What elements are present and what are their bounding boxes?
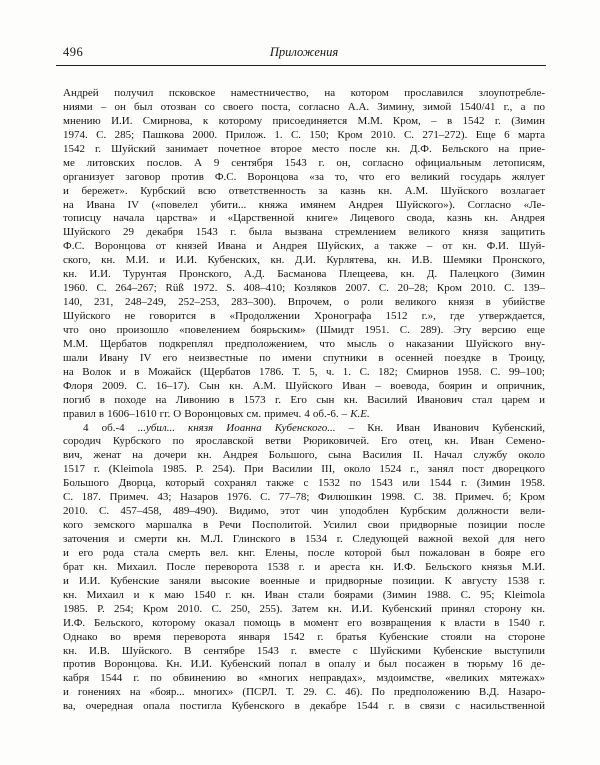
regular-text: и гонениях на «бояр... многих» (ПСРЛ. Т. 29. С. 46). По предположению В.Д. Назаро- bbox=[63, 686, 545, 699]
regular-text: 140, 231, 248–249, 252–253, 283–300). Впрочем, о роли великого князя в убийстве bbox=[63, 296, 545, 309]
regular-text: кн. И.И. Турунтая Пронского, А.Д. Басманова Плещеева, кн. Д. Палецкого (Зимин bbox=[63, 268, 545, 281]
regular-text: организует заговор против Ф.С. Воронцова «за то, что его великий государь жялует bbox=[63, 170, 545, 183]
text-line bbox=[63, 310, 545, 324]
regular-text: Однако во время переворота января 1542 г. братья Кубенские стояли на стороне bbox=[63, 630, 545, 643]
regular-text: 1985. P. 254; Кром 2010. С. 250, 255). Затем кн. И.И. Кубенский принял сторону кн. bbox=[63, 602, 545, 615]
regular-text: 4 об.-4 bbox=[83, 421, 138, 434]
text-line bbox=[63, 282, 545, 296]
regular-text: сородич Курбского по ярославской ветви Рюриковичей. Его отец, кн. Иван Семено- bbox=[63, 435, 545, 448]
running-title: Приложения bbox=[269, 45, 339, 59]
text-line bbox=[63, 408, 545, 422]
text-line bbox=[63, 603, 545, 617]
regular-text: погиб в походе на Ливонию в 1573 г. Его сын кн. Василий Иванович стал царем и bbox=[63, 393, 545, 406]
regular-text: ва, очередная опала постигла Кубенского в декабре 1544 г. в связи с насильственной bbox=[63, 700, 545, 713]
text-line bbox=[63, 129, 545, 143]
regular-text: 1960. С. 264–267; Rüß 1972. S. 408–410; Козляков 2007. С. 20–28; Кром 2010. С. 139– bbox=[63, 282, 545, 295]
text-line bbox=[63, 491, 545, 505]
regular-text: шали Ивану IV его неизвестные по имени спутники в осенней поездке в Троицу, bbox=[63, 351, 545, 364]
text-line bbox=[63, 686, 545, 700]
text-line bbox=[63, 477, 545, 491]
header-rule bbox=[56, 65, 546, 66]
regular-text: Шуйского 29 декабря 1543 г. была вызвана стремлением великого князя защитить bbox=[63, 226, 545, 239]
text-line bbox=[63, 171, 545, 185]
text-line bbox=[63, 240, 545, 254]
text-line bbox=[63, 435, 545, 449]
text-line bbox=[63, 449, 545, 463]
regular-text: вич, женат на дочери кн. Андрея Большого, сына Василия II. Начал службу около bbox=[63, 449, 545, 462]
text-line bbox=[63, 226, 545, 240]
regular-text: Флоря 2009. С. 16–17). Сын кн. А.М. Шуйского Иван – воевода, боярин и опричник, bbox=[63, 379, 545, 392]
text-line bbox=[63, 617, 545, 631]
regular-text: 2010. С. 457–458, 489–490). Видимо, этот чин уподоблен Курбским должности вели- bbox=[63, 505, 545, 518]
regular-text: кого земского маршалка в Речи Посполитой. Усилил свои придворные позиции после bbox=[63, 519, 545, 532]
regular-text: ниями – он был отозван со своего поста, согласно А.А. Зимину, зимой 1540/41 г., а по bbox=[63, 100, 545, 113]
regular-text: И.Ф. Бельского, которому оказал помощь в момент его возвращения к власти в 1540 г. bbox=[63, 616, 545, 629]
text-line bbox=[63, 700, 545, 714]
regular-text: кабря 1544 г. по обвинению во «многих неправдах», мздоимстве, «великих мятежах» bbox=[63, 672, 545, 685]
regular-text: и его рода стала смерть вел. кнг. Елены, после которой был пожалован в бояре его bbox=[63, 546, 545, 559]
text-line bbox=[63, 366, 545, 380]
text-line bbox=[63, 631, 545, 645]
regular-text: кн. Михаил и к маю 1540 г. кн. Иван стали боярами (Зимин 1988. С. 95; Kleimola bbox=[63, 588, 545, 601]
regular-text: тописцу начала царства» и «Царственной книге» Лицевого свода, казнь кн. Андрея bbox=[63, 212, 545, 225]
regular-text: правил в 1606–1610 гг. О Воронцовых см. примеч. 4 об.-6. – bbox=[63, 407, 351, 420]
regular-text: 1974. С. 285; Пашкова 2000. Прилож. 1. С. 150; Кром 2010. С. 271–272). Еще 6 марта bbox=[63, 128, 545, 141]
text-line bbox=[63, 658, 545, 672]
text-line bbox=[63, 212, 545, 226]
text-line bbox=[63, 561, 545, 575]
italic-text: К.Е. bbox=[350, 407, 370, 420]
regular-text: С. 187. Примеч. 43; Назаров 1976. С. 77–78; Филюшкин 1998. С. 38. Примеч. б; Кром bbox=[63, 491, 545, 504]
page-header bbox=[63, 45, 545, 61]
text-line bbox=[63, 505, 545, 519]
body-text bbox=[63, 87, 545, 714]
regular-text: Андрей получил псковское наместничество, на котором прославился злоупотребле- bbox=[63, 87, 545, 99]
regular-text: – Кн. Иван Иванович Кубенский, bbox=[348, 421, 545, 434]
text-line bbox=[63, 380, 545, 394]
text-line bbox=[63, 422, 545, 436]
regular-text: на Ивана IV («повелел убити... княжа имянем Андрея Шуйского»). Согласно «Ле- bbox=[63, 198, 545, 211]
regular-text: заточения и смерти кн. М.Л. Глинского в 1534 г. Следующей важной вехой для него bbox=[63, 533, 545, 545]
regular-text: ского, кн. М.И. и И.И. Кубенских, кн. Д.И. Курлятева, кн. И.В. Шемяки Пронского, bbox=[63, 254, 545, 267]
page-number: 496 bbox=[63, 45, 84, 59]
text-line bbox=[63, 101, 545, 115]
regular-text: М.М. Щербатов подкреплял предположением, что мысль о наказании Шуйского вну- bbox=[63, 337, 545, 350]
regular-text: Большого Дворца, который сохранял также с 1532 по 1543 или 1544 г. (Зимин 1958. bbox=[63, 477, 545, 490]
text-line bbox=[63, 547, 545, 561]
regular-text: ме литовских послов. А 9 сентября 1543 г. он, согласно официальным летописям, bbox=[63, 156, 545, 169]
text-line bbox=[63, 575, 545, 589]
text-line bbox=[63, 338, 545, 352]
regular-text: 1517 г. (Kleimola 1985. P. 254). При Василии III, около 1524 г., занял пост дворецкого bbox=[63, 463, 545, 476]
text-line bbox=[63, 645, 545, 659]
regular-text: 1542 г. Шуйский занимает почетное второе место после кн. Д.Ф. Бельского на прие- bbox=[63, 142, 545, 155]
regular-text: что оно произошло «повелением боярьским» (Шмидт 1951. С. 289). Эту версию еще bbox=[63, 323, 545, 336]
text-line bbox=[63, 463, 545, 477]
text-line bbox=[63, 268, 545, 282]
regular-text: и бережет». Курбский всю ответственность за казнь кн. А.М. Шуйского возлагает bbox=[63, 184, 545, 197]
text-line bbox=[63, 185, 545, 199]
text-line bbox=[63, 533, 545, 547]
regular-text: мнению И.И. Смирнова, к которому присоединяется М.М. Кром, – в 1542 г. (Зимин bbox=[63, 114, 545, 127]
text-line bbox=[63, 296, 545, 310]
italic-text: ...убил... князя Иоанна Кубенского... bbox=[137, 421, 349, 434]
regular-text: и И.И. Кубенские заняли высокие военные и придворные позиции. К августу 1538 г. bbox=[63, 574, 545, 587]
regular-text: кн. И.В. Шуйского. В сентябре 1543 г. вместе с Шуйскими Кубенские выступили bbox=[63, 644, 545, 657]
text-line bbox=[63, 589, 545, 603]
text-line bbox=[63, 143, 545, 157]
regular-text: брат кн. Михаил. После переворота 1538 г. и ареста кн. И.Ф. Бельского князья М.И. bbox=[63, 560, 545, 573]
text-line bbox=[63, 254, 545, 268]
text-line bbox=[63, 87, 545, 101]
regular-text: против Воронцова. Кн. И.И. Кубенский попал в опалу и был посажен в тюрьму 16 де- bbox=[63, 658, 545, 671]
text-line bbox=[63, 672, 545, 686]
text-line bbox=[63, 394, 545, 408]
text-line bbox=[63, 199, 545, 213]
regular-text: на Волок и в Можайск (Щербатов 1786. Т. 5, ч. 1. С. 182; Смирнов 1958. С. 99–100; bbox=[63, 365, 545, 378]
text-line bbox=[63, 352, 545, 366]
text-line bbox=[63, 157, 545, 171]
regular-text: Ф.С. Воронцова от князей Ивана и Андрея Шуйских, а также – от кн. Ф.И. Шуй- bbox=[63, 240, 545, 253]
regular-text: Шуйского не говорится в «Продолжении Хронографа 1512 г.», где утверждается, bbox=[63, 310, 545, 322]
text-line bbox=[63, 324, 545, 338]
text-line bbox=[63, 115, 545, 129]
text-line bbox=[63, 519, 545, 533]
